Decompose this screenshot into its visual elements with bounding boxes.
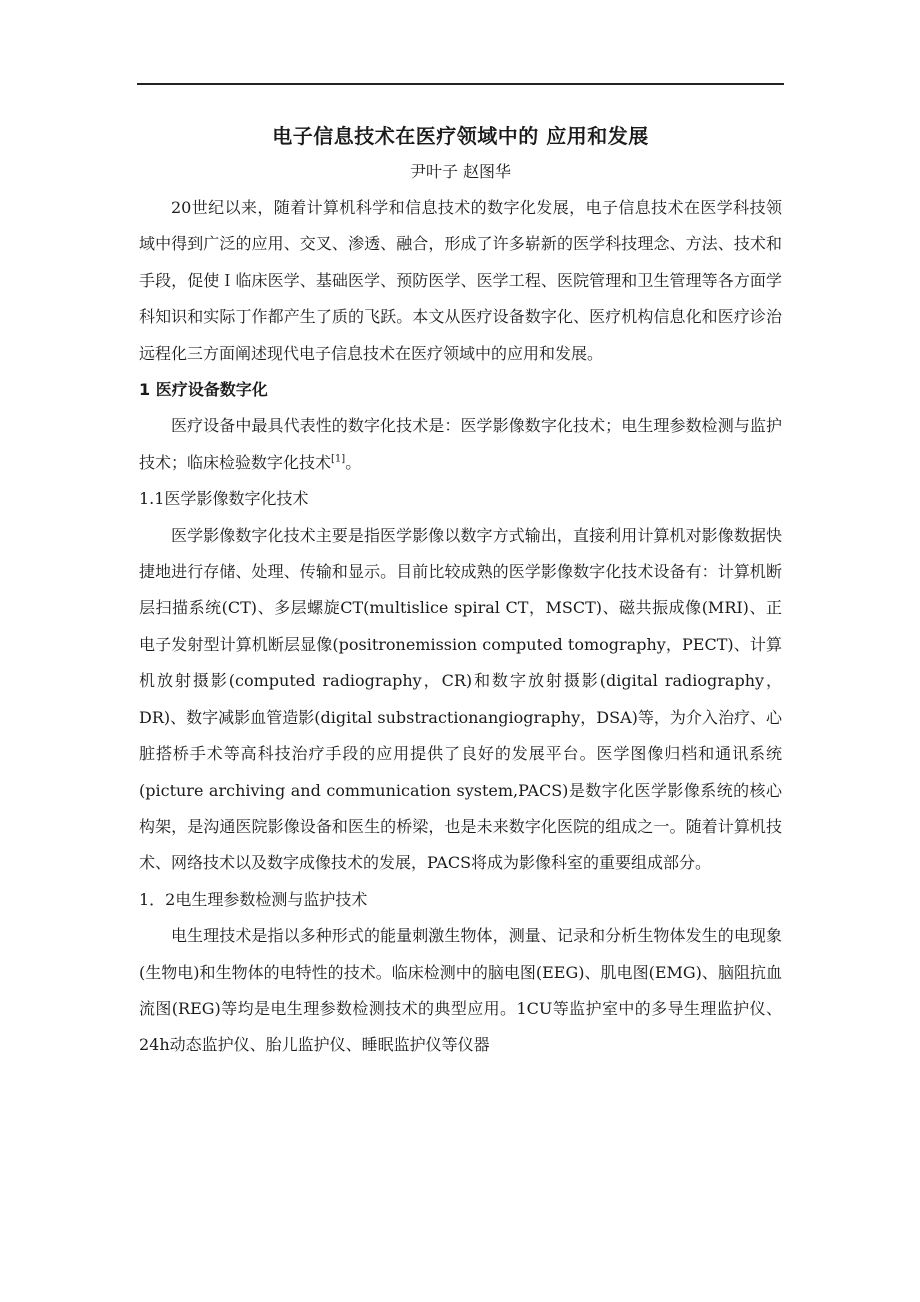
section-1-text: 医疗设备中最具代表性的数字化技术是：医学影像数字化技术；电生理参数检测与监护技术；临床检验数字化技术 <box>139 416 782 472</box>
subsection-1-1-paragraph: 医学影像数字化技术主要是指医学影像以数字方式输出，直接利用计算机对影像数据快捷地进行存储、处理、传输和显示。目前比较成熟的医学影像数字化技术设备有：计算机断层扫描系统(CT)、多层螺旋CT(multislice spiral CT，MSCT)、磁共振成像(MRI)、正电子发射型计算机断层显像(positronemission computed tomography，PECT)、计算机放射摄影(computed radiography，CR)和数字放射摄影(digital radiography，DR)、数字减影血管造影(digital substractionangiography，DSA)等，为介入治疗、心脏搭桥手术等高科技治疗手段的应用提供了良好的发展平台。医学图像归档和通讯系统(picture archiving and communication system,PACS)是数字化医学影像系统的核心构架，是沟通医院影像设备和医生的桥梁，也是未来数字化医院的组成之一。随着计算机技术、网络技术以及数字成像技术的发展，PACS将成为影像科室的重要组成部分。 <box>139 525 782 873</box>
intro-paragraph: 20世纪以来，随着计算机科学和信息技术的数字化发展，电子信息技术在医学科技领域中得到广泛的应用、交叉、渗透、融合，形成了许多崭新的医学科技理念、方法、技术和手段，促使Ｉ临床医学、基础医学、预防医学、医学工程、医院管理和卫生管理等各方面学科知识和实际丁作都产生了质的飞跃。本文从医疗设备数字化、医疗机构信息化和医疗诊治远程化三方面阐述现代电子信息技术在医疗领域中的应用和发展。 <box>139 198 782 363</box>
header-rule <box>137 83 784 85</box>
article-authors: 尹叶子 赵图华 <box>409 162 512 181</box>
citation-ref-1: [1] <box>331 453 346 465</box>
article-body <box>139 118 782 1064</box>
section-1-heading: 1 医疗设备数字化 <box>139 380 268 400</box>
subsection-1-2-paragraph: 电生理技术是指以多种形式的能量刺激生物体，测量、记录和分析生物体发生的电现象(生物电)和生物体的电特性的技术。临床检测中的脑电图(EEG)、肌电图(EMG)、脑阻抗血流图(REG)等均是电生理参数检测技术的典型应用。1CU等监护室中的多导生理监护仪、24h动态监护仪、胎儿监护仪、睡眠监护仪等仪器 <box>139 926 782 1055</box>
subsection-1-1-heading: 1.1医学影像数字化技术 <box>139 489 309 509</box>
subsection-1-2-heading: 1．2电生理参数检测与监护技术 <box>139 889 368 909</box>
article-title: 电子信息技术在医疗领域中的 应用和发展 <box>272 124 649 148</box>
section-1-end: 。 <box>345 452 362 472</box>
section-1-paragraph <box>139 408 782 481</box>
